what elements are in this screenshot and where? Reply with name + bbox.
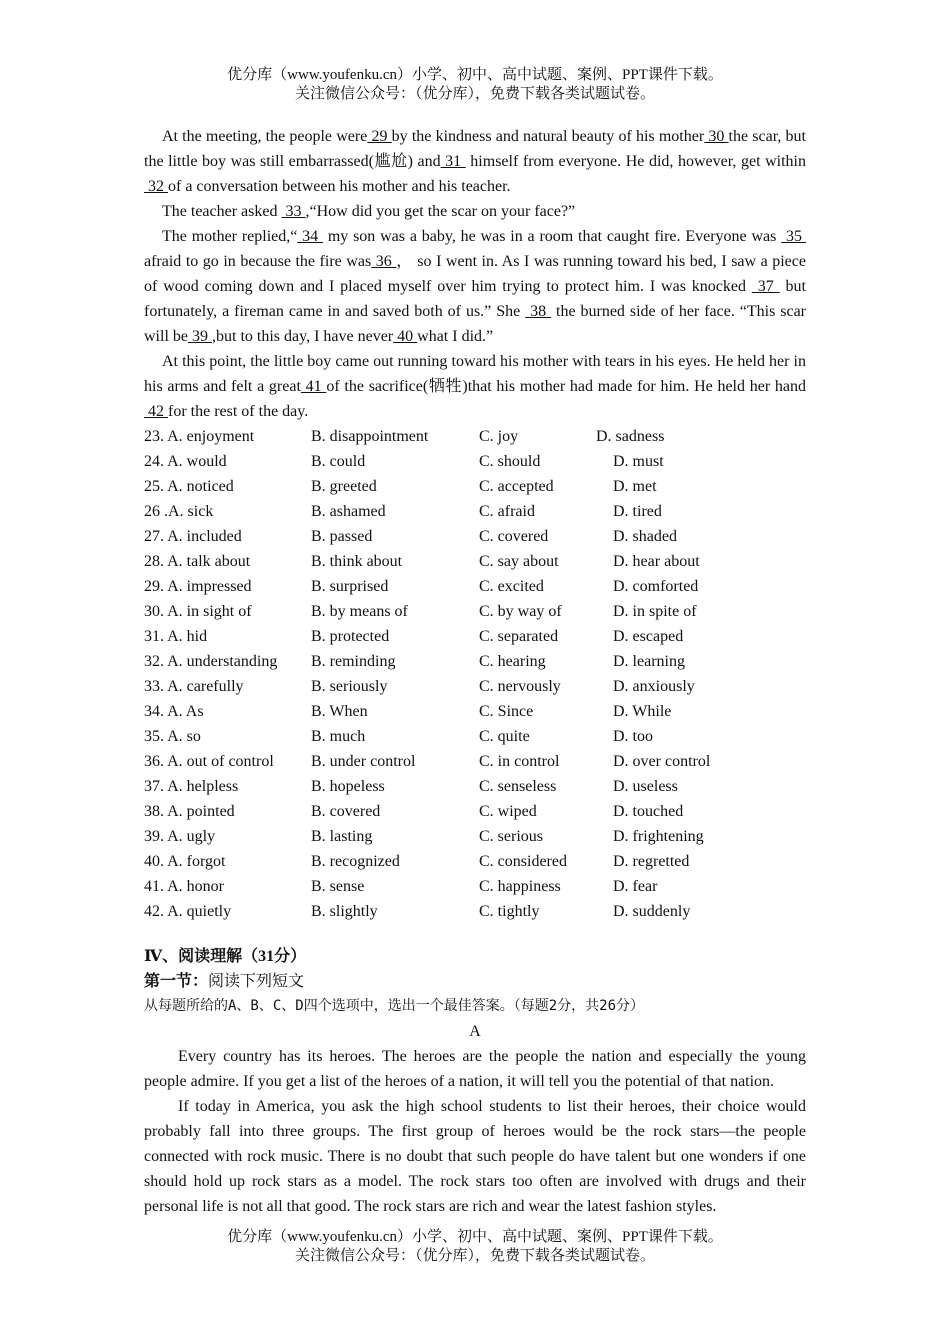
blank-42: 42 (144, 403, 168, 420)
blank-36: 36 (371, 253, 397, 270)
option-c: C. hearing (479, 653, 546, 670)
text: of the sacrifice(牺牲)that his mother had made for him. He held her hand (326, 378, 806, 395)
option-d: D. frightening (613, 828, 704, 845)
passage-label: A (469, 1023, 481, 1040)
option-c: C. Since (479, 703, 534, 720)
option-c: C. by way of (479, 603, 562, 620)
question-row (144, 574, 806, 599)
option-d: D. useless (613, 778, 678, 795)
question-row (144, 474, 806, 499)
option-b: B. sense (311, 878, 365, 895)
question-row (144, 549, 806, 574)
option-a: 34. A. As (144, 703, 204, 720)
question-row (144, 824, 806, 849)
option-b: B. ashamed (311, 503, 386, 520)
option-d: D. comforted (613, 578, 699, 595)
option-c: C. afraid (479, 503, 535, 520)
option-b: B. recognized (311, 853, 400, 870)
option-c: C. excited (479, 578, 544, 595)
option-b: B. reminding (311, 653, 396, 670)
option-a: 32. A. understanding (144, 653, 278, 670)
option-b: B. surprised (311, 578, 389, 595)
option-b: B. lasting (311, 828, 373, 845)
option-d: D. shaded (613, 528, 677, 545)
text: by the kindness and natural beauty of his mother (391, 128, 705, 145)
option-b: B. by means of (311, 603, 408, 620)
text: for the rest of the day. (168, 403, 309, 420)
blank-33: 33 (281, 203, 306, 220)
option-b: B. think about (311, 553, 403, 570)
option-a: 39. A. ugly (144, 828, 216, 845)
option-c: C. in control (479, 753, 560, 770)
section-title: Ⅳ、阅读理解（31分） (144, 948, 307, 965)
text: The mother replied,“ (162, 228, 298, 245)
option-d: D. must (613, 453, 664, 470)
text: himself from everyone. He did, however, get within (465, 153, 806, 170)
reading-paragraph-1: Every country has its heroes. The heroes are the people the nation and especially the young people admire. If you get a list of the heroes of a nation, it will tell you the potential of that nation. (144, 1048, 806, 1090)
part-label: 第一节： (144, 973, 209, 990)
question-row (144, 799, 806, 824)
text: ， so I went in. As I was running toward his bed, I saw a piece of wood coming down and I placed myself over him trying to protect him. I was knocked (144, 253, 806, 295)
option-d: D. in spite of (613, 603, 697, 620)
option-d: D. met (613, 478, 657, 495)
option-d: D. regretted (613, 853, 690, 870)
cloze-paragraph-1 (144, 124, 806, 199)
option-c: C. considered (479, 853, 567, 870)
text: ,but to this day, I have never (212, 328, 394, 345)
question-list (144, 424, 806, 924)
option-a: 31. A. hid (144, 628, 208, 645)
cloze-paragraph-3 (144, 224, 806, 349)
option-c: C. joy (479, 428, 519, 445)
text: my son was a baby, he was in a room that caught fire. Everyone was (323, 228, 782, 245)
cloze-paragraph-4 (144, 349, 806, 424)
option-d: D. learning (613, 653, 685, 670)
option-a: 29. A. impressed (144, 578, 252, 595)
question-row (144, 699, 806, 724)
option-d: D. suddenly (613, 903, 691, 920)
footer-line-2: 关注微信公众号：（优分库），免费下载各类试题试卷。 (294, 1248, 655, 1264)
question-row (144, 524, 806, 549)
option-a: 28. A. talk about (144, 553, 251, 570)
text: At the meeting, the people were (162, 128, 368, 145)
option-a: 30. A. in sight of (144, 603, 252, 620)
question-row (144, 899, 806, 924)
option-a: 26 .A. sick (144, 503, 214, 520)
blank-38: 38 (525, 303, 552, 320)
option-d: D. sadness (596, 428, 665, 445)
option-a: 33. A. carefully (144, 678, 244, 695)
blank-29: 29 (367, 128, 392, 145)
blank-40: 40 (393, 328, 418, 345)
option-d: D. hear about (613, 553, 700, 570)
option-b: B. passed (311, 528, 373, 545)
page-footer (0, 1228, 950, 1266)
question-row (144, 724, 806, 749)
footer-line-1: 优分库（www.youfenku.cn）小学、初中、高中试题、案例、PPT课件下载。 (227, 1229, 723, 1245)
question-row (144, 674, 806, 699)
question-row (144, 424, 806, 449)
option-d: D. fear (613, 878, 658, 895)
blank-34: 34 (297, 228, 323, 245)
text: At this point, the little boy came out running toward his mother with tears in his eyes. He held her in his arms and felt a great (144, 353, 806, 395)
option-d: D. too (613, 728, 653, 745)
option-c: C. separated (479, 628, 559, 645)
text: The teacher asked (162, 203, 282, 220)
option-d: D. over control (613, 753, 711, 770)
text: the burned side of her face. “This scar will be (144, 303, 807, 345)
text: ,“How did you get the scar on your face?” (305, 203, 576, 220)
question-row (144, 624, 806, 649)
question-row (144, 749, 806, 774)
blank-30: 30 (704, 128, 729, 145)
question-row (144, 499, 806, 524)
question-row (144, 449, 806, 474)
page-body (144, 124, 806, 1219)
option-a: 36. A. out of control (144, 753, 274, 770)
blank-31: 31 (440, 153, 466, 170)
text: of a conversation between his mother and his teacher. (168, 178, 511, 195)
option-a: 35. A. so (144, 728, 201, 745)
option-a: 37. A. helpless (144, 778, 239, 795)
option-d: D. touched (613, 803, 684, 820)
blank-37: 37 (751, 278, 780, 295)
blank-35: 35 (781, 228, 807, 245)
option-c: C. accepted (479, 478, 554, 495)
option-a: 42. A. quietly (144, 903, 232, 920)
option-c: C. serious (479, 828, 543, 845)
blank-41: 41 (300, 378, 327, 395)
option-c: C. say about (479, 553, 559, 570)
option-d: D. While (613, 703, 672, 720)
option-b: B. protected (311, 628, 390, 645)
option-b: B. much (311, 728, 366, 745)
part-heading (144, 969, 806, 994)
option-c: C. senseless (479, 778, 557, 795)
option-a: 24. A. would (144, 453, 227, 470)
option-a: 27. A. included (144, 528, 242, 545)
option-b: B. slightly (311, 903, 378, 920)
option-c: C. tightly (479, 903, 540, 920)
question-row (144, 874, 806, 899)
option-b: B. seriously (311, 678, 388, 695)
option-b: B. under control (311, 753, 416, 770)
page-header (0, 66, 950, 104)
option-b: B. covered (311, 803, 381, 820)
option-d: D. tired (613, 503, 662, 520)
option-a: 41. A. honor (144, 878, 224, 895)
question-row (144, 849, 806, 874)
blank-32: 32 (144, 178, 168, 195)
option-b: B. greeted (311, 478, 377, 495)
text: the scar, but the little boy was still embarrassed(尴尬) and (144, 128, 807, 170)
option-a: 40. A. forgot (144, 853, 226, 870)
cloze-paragraph-2 (144, 199, 806, 224)
question-row (144, 649, 806, 674)
option-d: D. anxiously (613, 678, 695, 695)
option-c: C. should (479, 453, 541, 470)
option-b: B. When (311, 703, 368, 720)
option-a: 38. A. pointed (144, 803, 235, 820)
option-b: B. hopeless (311, 778, 385, 795)
header-line-2: 关注微信公众号：（优分库），免费下载各类试题试卷。 (294, 86, 655, 102)
header-line-1: 优分库（www.youfenku.cn）小学、初中、高中试题、案例、PPT课件下载。 (227, 67, 723, 83)
option-a: 25. A. noticed (144, 478, 234, 495)
question-row (144, 599, 806, 624)
reading-paragraph-2: If today in America, you ask the high school students to list their heroes, their choice would probably fall into three groups. The first group of heroes would be the rock stars—the people connected with rock music. There is no doubt that such people do have talent but one wonders if one should hold up rock stars as a model. The rock stars too often are involved with drugs and their personal life is not all that good. The rock stars are rich and wear the latest fashion styles. (144, 1098, 806, 1215)
option-c: C. covered (479, 528, 549, 545)
instruction: 从每题所给的A、B、C、D四个选项中，选出一个最佳答案。（每题2分，共26分） (144, 998, 644, 1014)
option-b: B. could (311, 453, 366, 470)
option-d: D. escaped (613, 628, 684, 645)
part-text: 阅读下列短文 (208, 973, 305, 990)
question-row (144, 774, 806, 799)
text: afraid to go in because the fire was (144, 253, 372, 270)
option-c: C. happiness (479, 878, 561, 895)
option-c: C. nervously (479, 678, 561, 695)
option-c: C. quite (479, 728, 530, 745)
blank-39: 39 (188, 328, 212, 345)
option-a: 23. A. enjoyment (144, 428, 255, 445)
option-c: C. wiped (479, 803, 537, 820)
reading-section (144, 944, 806, 1219)
text: what I did.” (417, 328, 494, 345)
text: but fortunately, a fireman came in and saved both of us.” She (144, 278, 807, 320)
option-b: B. disappointment (311, 428, 429, 445)
